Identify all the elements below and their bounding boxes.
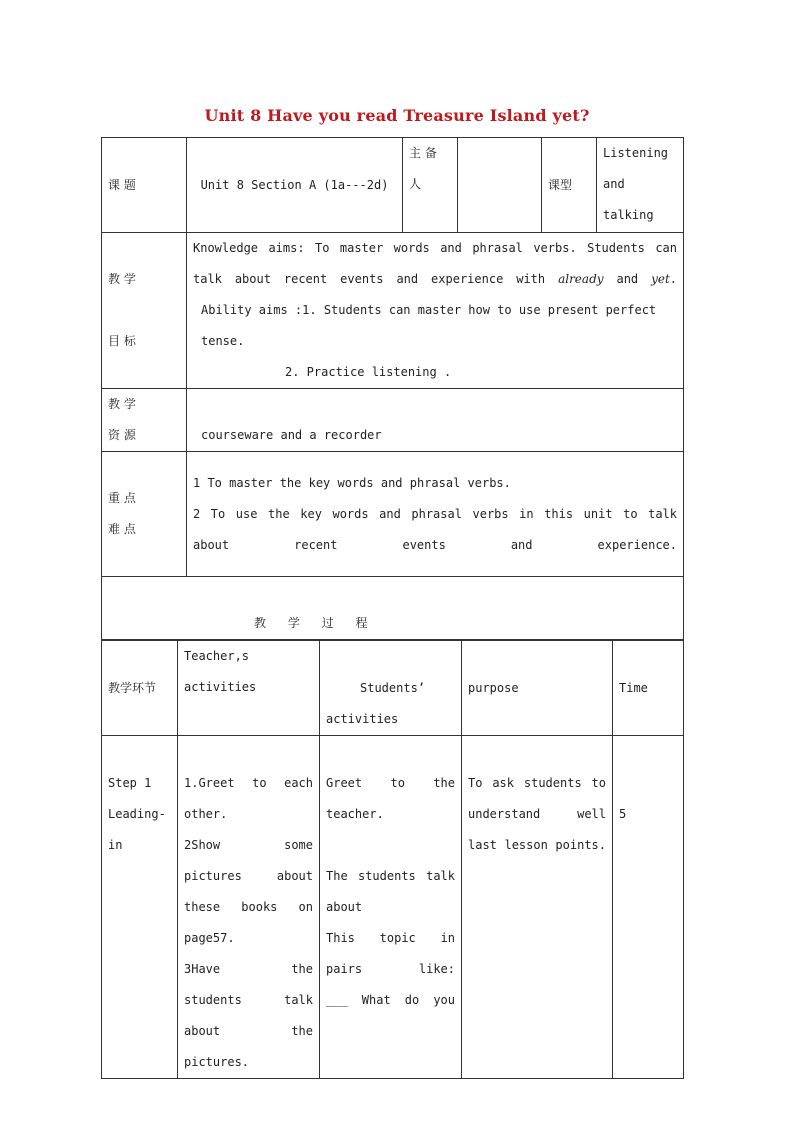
keypoints-row [102,452,684,577]
time-cell: 5 [613,736,684,1079]
knowledge-aims-text: Knowledge aims: To master words and phrasal verbs. Students can talk about recent events and experience with [193,241,677,286]
preparer-label: 主 备 人 [403,138,458,233]
keyword-yet: yet [651,272,670,286]
header-teacher: Teacher,s activities [178,641,320,736]
resources-value: courseware and a recorder [187,389,684,452]
knowledge-aims-and: and [603,272,652,286]
document-title: Unit 8 Have you read Treasure Island yet? [204,106,590,125]
keypoints-label [102,452,187,577]
topic-value: Unit 8 Section A (1a---2d) [187,138,403,233]
preparer-value [458,138,542,233]
resources-row [102,389,684,452]
purpose-cell: To ask students to understand well last lesson points. [462,736,613,1079]
aims-label [102,233,187,389]
teacher-activity: 3Have the students talk about the pictures. [184,962,313,1069]
ability-aims-1: Ability aims :1. Students can master how to use present perfect tense. [201,303,657,348]
aims-label-line: 教 学 [108,272,136,286]
stage-line: Step 1 [108,776,152,790]
header-purpose: purpose [462,641,613,736]
lesson-type-label: 课型 [542,138,597,233]
process-header-row [102,641,684,736]
resources-label-line: 资 源 [108,428,136,442]
header-students [320,641,462,736]
lesson-type-value [597,138,684,233]
teacher-activity: 2Show some pictures about these books on page57. [184,838,313,945]
table-row [102,736,684,1079]
ability-aims-2: 2. Practice listening . [285,365,452,379]
teacher-activity: 1.Greet to each other. [184,776,313,821]
process-heading: 教 学 过 程 [102,577,684,640]
header-time: Time [613,641,684,736]
student-activities-cell [320,736,462,1079]
keyword-already: already [558,272,604,286]
stage-line: in [108,838,123,852]
resources-label-line: 教 学 [108,397,136,411]
header-stage: 教学环节 [102,641,178,736]
topic-row [102,138,684,233]
student-activity [326,830,455,861]
keypoints-label-line: 难 点 [108,522,136,536]
keypoints-content [187,452,684,577]
teacher-activities-cell [178,736,320,1079]
aims-label-line: 目 标 [108,334,136,348]
header-students-line: activities [326,711,399,726]
knowledge-aims-end: . [669,272,678,286]
lesson-type-line: Listening [603,146,669,160]
keypoints-label-line: 重 点 [108,491,136,505]
lesson-type-line: talking [603,208,654,222]
aims-content [187,233,684,389]
keypoint-1: 1 To master the key words and phrasal verbs. [193,475,511,490]
student-activity: This topic in pairs like: [326,931,455,976]
lesson-type-line: and [603,177,625,191]
knowledge-aims [193,233,677,295]
process-table [101,640,684,1079]
student-activity: ___ What do you [326,993,455,1007]
student-activity: The students talk about [326,869,455,914]
process-heading-row [102,577,684,640]
stage-line: Leading- [108,807,166,821]
topic-label: 课 题 [102,138,187,233]
stage-cell [102,736,178,1079]
aims-row [102,233,684,389]
header-students-line: Students’ [360,680,426,695]
student-activity: Greet to the teacher. [326,776,455,821]
resources-label [102,389,187,452]
lesson-info-table [101,137,684,640]
keypoint-2: 2 To use the key words and phrasal verbs in this unit to talk about recent events and experience. [193,506,677,552]
